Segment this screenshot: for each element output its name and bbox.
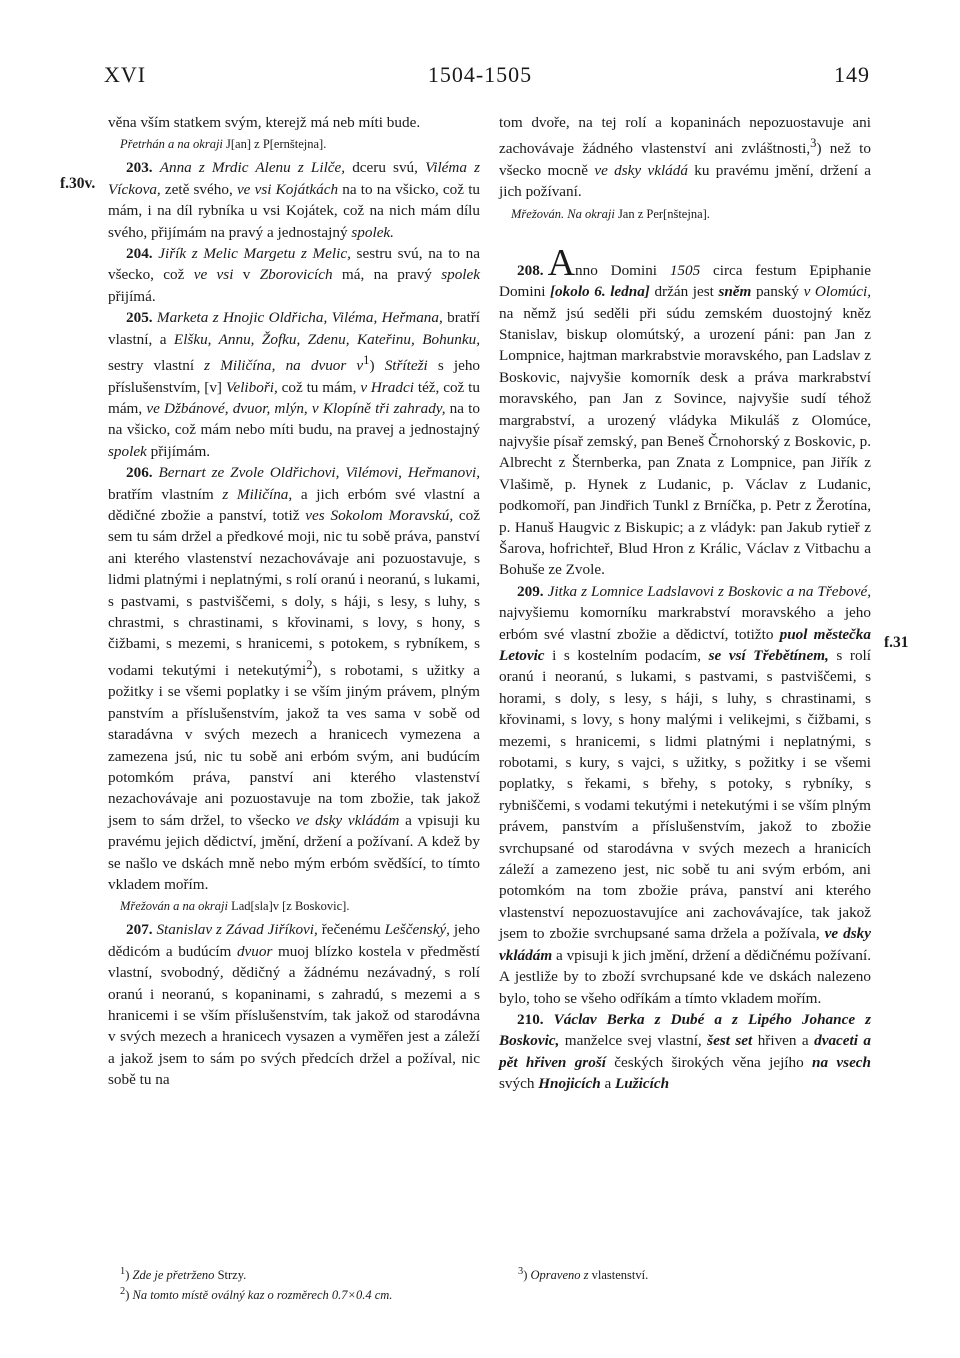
entry-210: 210. Václav Berka z Dubé a z Lipého Johance z Boskovic, manželce svej vlastní, šest set hřiven a dvaceti a pět hřiven groší českých širokých věna jejího na vsech svých Hnojicích a Lužicích — [499, 1010, 872, 1093]
editorial-note: Mřežován. Na okraji Jan z Per[nštejna]. — [511, 206, 710, 221]
entry-204: 204. Jiřík z Melic Margetu z Melic, sestru svú, na to na všecko, což ve vsi v Zborovicích má, na pravý spolek přijímá. — [108, 245, 481, 305]
entry-206: 206. Bernart ze Zvole Oldřichovi, Vilémovi, Heřmanovi, bratřím vlastním z Miličína, a jich erbóm své vlastní a dědičné zbožie a panství, totiž ves Sokolom Moravskú, což sem tu sám držel a předkové moji, nic tu sobě práva, panství ani kterého vlastenství nezachovávaje ani pozuostavuje, s lidmi platnými i neplatnými, s rolí oranú i neoranú, s lukami, s pastvami, s pastviščemi, s doly, s háji, s lesy, s luhy, s chrastmi, s chrastinami, s křovinami, s lovy, s hony, s čižbami, s mezemi, s hranicemi, s potokem, s rybníkem, s vodami tekutými i netekutými$^2$), s robotami, s užitky a požitky i se všemi poplatky i se vším jiným právem, plným panstvím a příslušenstvím, jakož ta ves sama v sobě od staradávna v svých mezech a hranicech vymezena a zamezena jsú, nic tu sobě ani erbóm svým, ani budúcím potomkóm práva, panství ani kterého vlastenství nezachovávaje ani pozuostavuje na tom zbožie, tak jakož jsem to sám držel, to všecko ve dsky vkládám a vpisuji ku pravému jejich dědictví, jmění, držení a požívaní. A kdež by se našlo ve dskách mně nebo mým erbóm svědšící, to tímto vkladem mořím. — [108, 464, 481, 893]
entry-207: 207. Stanislav z Závad Jiříkovi, řečenému Leščenský, jeho dědicóm a budúcím dvuor muoj blízko kostela v předměstí vlastní, svobodný, dědičný a žádnému nezávadný, s rolí oranú i neoranú, s kopaninami, s zahradú, s mezemi a s hranicemi i se vším příslušenstvím, tak jakož od starodávna v svých mezech a hranicech vysazen a vyměřen jest a záleží a jakož jsem to sám po svých předcích držel a požíval, nic sobě tu na — [108, 921, 481, 1089]
footnote-1: $^1$) Zde je přetrženo Strzy. — [120, 1266, 247, 1283]
continuation-paragraph: tom dvoře, na tej rolí a kopaninách nepozuostavuje ani zachovávaje žádného vlastenství ani zvláštnosti,$^3$) než to všecko mocně ve dsky vkládá ku pravému jmění, držení a jich požívaní. — [499, 114, 872, 201]
footnote-3: $^3$) Opraveno z vlastenství. — [518, 1266, 649, 1283]
footnote-ref-1: 1 — [363, 353, 370, 368]
entry-208: 208. Anno Domini 1505 circa festum Epiphanie Domini [okolo 6. ledna] držán jest sněm panský v Olomúci, na němž jsú seděli při súdu zemském duostojný kněz Stanislav, biskup olomútský, a urození páni: pan Jan z Lompnice, hajtman markrabstvie moravského, pan Ladslav z Boskovic, najvyšie komorník desk a práva markrabství moravského, pan Jan z Sovince, najvyšie sudí téhož margrabství, a urozený vládyka Mikuláš z Olomúce, najvyšie písař zemský, pan Beneš Črnohorský z Boskovic, p. Albrecht z Šternberka, pan Znata z Lompnice, pan Jiřík z Vlašimě, p. Hynek z Ludanic, p. Václav z Ludanic, podkomoří, pan Jindřich Tunkl z Brníčka, p. Petr z Žerotína, p. Hanuš Haugvic z Biskupic; a z vládyk: pan Jakub rytieř z Šarova, hofrichteř, Blud Hron z Králic, Václav z Vitbachu a Bohuše ze Zvole. — [499, 241, 872, 579]
folio-note-30v: f.30v. — [60, 175, 96, 192]
right-column — [499, 112, 871, 1095]
entry-203: 203. Anna z Mrdic Alenu z Lilče, dceru svú, Viléma z Víckova, zetě svého, ve vsi Kojátkách na to na všicko, což tu mám, i na díl rybníka u vsi Kojátek, což na nich mám dílu svého, přijímám na pravý a jednostajný spolek. — [108, 159, 481, 241]
entry-205: 205. Marketa z Hnojic Oldřicha, Viléma, Heřmana, bratří vlastní, a Elšku, Annu, Žofku, Zdenu, Kateřinu, Bohunku, sestry vlastní z Miličína, na dvuor $v^1$) Stříteži s jeho příslušenstvím, [v] Veliboři, což tu mám, v Hradci též, což tu mám, ve Džbánové, dvuor, mlýn, v Klopíně tři zahrady, na to na všicko, což mám nebo míti budu, na pravej a jednostajný spolek přijímám. — [108, 309, 481, 460]
chapter-number: XVI — [104, 62, 147, 87]
footnote-ref-2: 2 — [306, 657, 313, 672]
initial-letter: A — [547, 241, 576, 284]
continuation-paragraph: věna vším statkem svým, kterejž má neb míti bude. — [108, 114, 421, 131]
left-column — [108, 112, 480, 1091]
page-number: 149 — [834, 62, 870, 87]
editorial-note: Přetrhán a na okraji J[an] z P[ernštejna]. — [120, 137, 327, 152]
footnote-2: $^2$) Na tomto místě oválný kaz o rozměrech 0.7×0.4 cm. — [120, 1286, 393, 1303]
folio-note-31: f.31 — [884, 634, 909, 651]
footnote-ref-3: 3 — [810, 136, 817, 151]
year-range: 1504-1505 — [427, 62, 533, 87]
entry-209: 209. Jitka z Lomnice Ladslavovi z Boskovic a na Třebové, najvyšiemu komorníku markrabství moravského a jeho erbóm své vlastní zbožie a dědictví, totižto puol městečka Letovic i s kostelním podacím, se vsí Třebětínem, s rolí oranú i neoranú, s lukami, s pastvami, s pastviščemi, s horami, s doly, s lesy, s háji, s luhy, s chrastinami, s křovinami, s lovy, s hony malými i velikejmi, s čižbami, s mezemi, s hranicemi, s lidmi platnými i neplatnými, s robotami, s kury, s vajci, s užitky, s požitky i se všemi poplatky, s řekami, s břehy, s potoky, s rybníky, s rybniščemi, s vodami tekutými i netekutými i se vším plným právem, panstvím a příslušenstvím, jakož to zbožie svrchupsané od starodávna v svých mezech a hranicích záleží a zamezeno jest, nic sobě tu ani svým erbóm, ani potomkóm na tom zbožie práva, panství ani kterého vlastenství nepozuostavujíce ani zachovávajíce, tak jakož jsem to zbožie svrchupsané sama držela a požívala, ve dsky vkládám a vpisuji k jich jmění, držení a dědičnému požívaní. A jestliže by to zboží svrchupsané kde ve dskách nalezeno bylo, toho se všeho odříkám a tímto vkladem mořím. — [499, 582, 871, 1007]
editorial-note: Mřežován a na okraji Lad[sla]v [z Boskovic]. — [120, 899, 350, 914]
